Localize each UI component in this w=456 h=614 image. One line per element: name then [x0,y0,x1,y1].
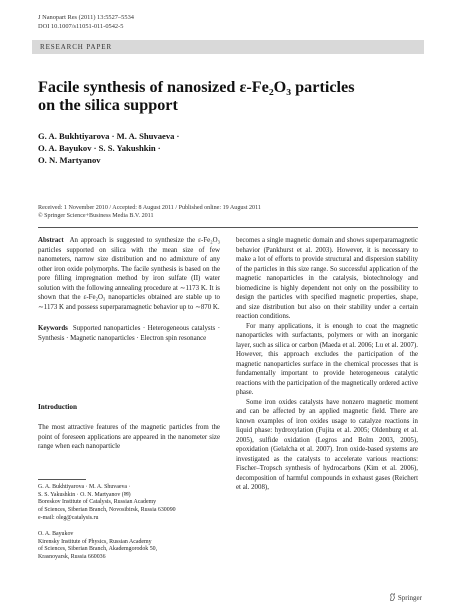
author-list [38,130,408,166]
title-line-1: Facile synthesis of nanosized ε-Fe₂O₃ particles [38,78,355,96]
article-type-banner [32,40,424,54]
journal-citation [38,14,134,31]
aff1-authors-1: G. A. Bukhtiyarova · M. A. Shuvaeva · [38,484,131,490]
introduction-paragraph: The most attractive features of the magnetic particles from the point of foreseen applications are appeared in the nanometer size range when each nanoparticle [38,424,220,450]
affiliation-block-2 [38,531,228,562]
aff2-author: O. A. Bayukov [38,531,74,537]
journal-doi: DOI 10.1007/s11051-011-0542-5 [38,22,124,30]
aff2-branch: of Sciences, Siberian Branch, Akademgorodok 50, [38,546,158,553]
springer-horse-icon [389,593,396,601]
article-type-label: RESEARCH PAPER [40,42,113,51]
history-dates: Received: 1 November 2010 / Accepted: 8 August 2011 / Published online: 19 August 2011 [38,205,261,211]
aff1-email: e-mail: oleg@catalysis.ru [38,514,99,521]
aff1-address: of Sciences, Siberian Branch, Novosibirsk, Russia 630090 [38,507,176,514]
authors-line-2: O. A. Bayukov · S. S. Yakushkin · [38,143,161,153]
footnote-divider [38,479,86,480]
keywords-label: Keywords [38,325,68,332]
abstract-text: An approach is suggested to synthesize the ε-Fe₂O₃ particles supported on silica with the mean size of few nanometers, narrow size distribution and no admixture of any other iron oxide polymorphs. The facile synthesis is based on the pore filling impregnation method by iron sulfate (II) water solution with the following annealing procedure at ∼1173 K. It is shown that the ε-Fe₂O₃ nanoparticles obtained are stable up to ∼1173 K and possess superparamagnetic behavior up to ∼870 K. [38,237,220,311]
affiliation-block-1 [38,484,228,523]
copyright-line: © Springer Science+Business Media B.V. 2011 [38,213,154,219]
header-divider [38,227,418,228]
authors-line-1: G. A. Bukhtiyarova · M. A. Shuvaeva · [38,131,180,141]
journal-volume-pages: J Nanopart Res (2011) 13:5527–5534 [38,14,134,21]
publisher-mark [389,593,422,602]
article-title [38,78,418,114]
abstract-label: Abstract [38,237,64,244]
publisher-name: Springer [397,594,422,602]
title-line-2: on the silica support [38,96,178,114]
left-column [38,236,220,343]
introduction-heading: Introduction [38,403,78,411]
right-paragraph-1: becomes a single magnetic domain and shows superparamagnetic behavior (Pankhurst et al. 2003). However, it is necessary to make a lot of efforts to provide structural and dispersion stability of the particles in this size range. So successful application of the magnetic nanoparticles in the catalysis, biotechnology and biomedicine is highly dependent not only on the possibility to design the particles with specified magnetic properties, shape, and size distribution but also on their stability under a certain reaction conditions. [236,237,418,320]
publication-history [38,204,261,220]
right-paragraph-3: Some iron oxides catalysts have nonzero magnetic moment and can be affected by an applied magnetic field. There are known examples of iron oxides usage to catalyze reactions in liquid phase: hydroxylation (Fujita et al. 2005; Oldenburg et al. 2005), sulfide oxidation (Legros and Bolm 2003, 2005), epoxidation (Gelalcha et al. 2007). Iron oxide-based systems are investigated as the catalysts to accelerate various reactions: Fischer–Tropsch synthesis of hydrocarbons (Kim et al. 2006), decomposition of harmful compounds in exhaust gases (Reichert et al. 2008), [236,398,418,491]
right-paragraph-2: For many applications, it is enough to coat the magnetic nanoparticles with surfactants, polymers or with an inorganic layer, such as silica or carbon (Maeda et al. 2006; Lu et al. 2007). However, this approach excludes the participation of the magnetic nanoparticles surface in the chemical processes that is fundamentally important to provide heterogeneous catalytic reactions with the participation of the magnetically ordered active phase. [236,322,418,396]
keywords-text: Supported nanoparticles · Heterogeneous catalysts · Synthesis · Magnetic nanoparticles · Electron spin resonance [38,325,220,342]
aff1-institute: Boreskov Institute of Catalysis, Russian Academy [38,499,157,506]
aff2-institute: Kirensky Institute of Physics, Russian Academy [38,538,152,545]
keywords-paragraph [38,324,220,343]
abstract-paragraph [38,236,220,312]
authors-line-3: O. N. Martyanov [38,155,101,165]
aff2-city: Krasnoyarsk, Russia 660036 [38,554,106,561]
aff1-authors-2: S. S. Yakushkin · O. N. Martyanov (✉) [38,491,131,498]
right-column [236,236,418,493]
